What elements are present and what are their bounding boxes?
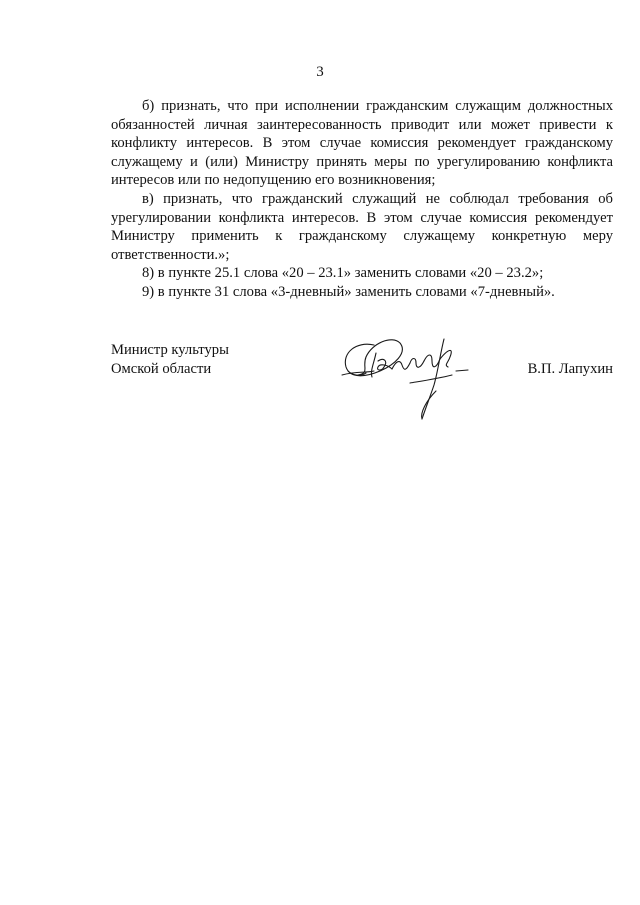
paragraph-v: в) признать, что гражданский служащий не соблюдал требования об урегулировании конфликта интересов. В этом случае комиссия рекомендует Министру применить к гражданскому служащему конкретную меру ответственности.»;	[111, 190, 613, 263]
signer-position-line-1: Министр культуры	[111, 342, 229, 358]
signature-block	[111, 341, 613, 441]
signer-position-line-2: Омской области	[111, 360, 212, 377]
document-body	[111, 97, 613, 302]
handwritten-signature	[336, 331, 506, 431]
paragraph-item-8: 8) в пункте 25.1 слова «20 – 23.1» заменить словами «20 – 23.2»;	[142, 265, 544, 282]
paragraph-item-9: 9) в пункте 31 слова «3-дневный» заменить словами «7-дневный».	[142, 283, 555, 300]
signer-name: В.П. Лапухин	[527, 360, 613, 377]
paragraph-b: б) признать, что при исполнении гражданским служащим должностных обязанностей личная заинтересованность приводит или может привести к конфликту интересов. В этом случае комиссия рекомендует гражданскому служащему и (или) Министру принять меры по урегулированию конфликта интересов или по недопущению его возникновения;	[111, 98, 613, 189]
page-number: 3	[316, 64, 324, 80]
signer-position	[111, 341, 229, 378]
